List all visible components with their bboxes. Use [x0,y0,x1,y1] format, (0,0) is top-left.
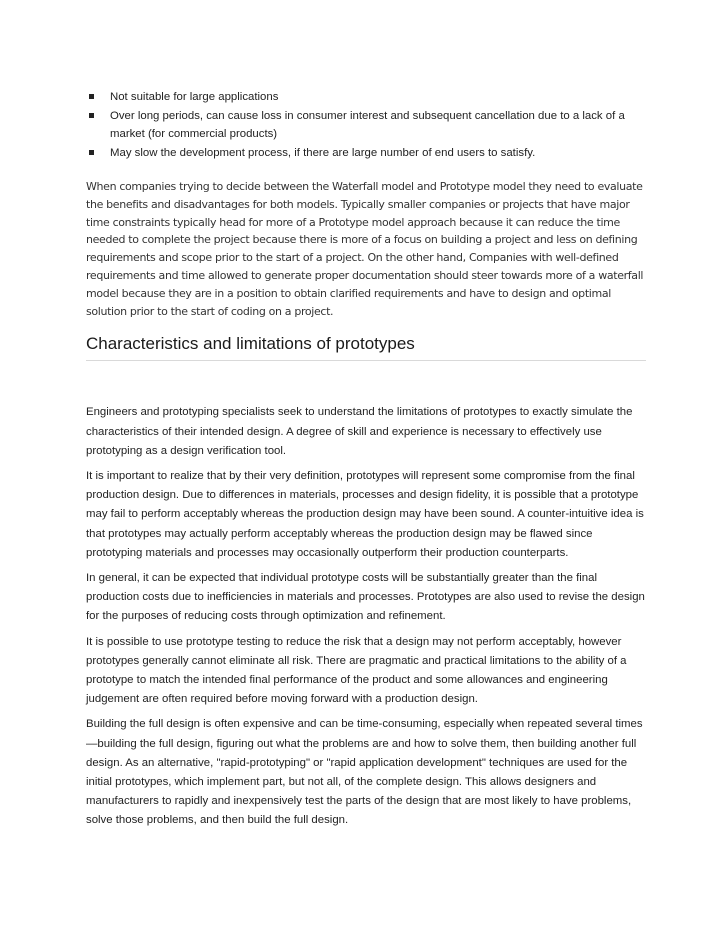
body-paragraph: Building the full design is often expensive and can be time-consuming, especially when repeated several times—building the full design, figuring out what the problems are and how to solve them, then building another full design. As an alternative, "rapid-prototyping" or "rapid application development" techniques are used for the initial prototypes, which implement part, but not all, of the complete design. This allows designers and manufacturers to rapidly and inexpensively test the parts of the design that are most likely to have problems, solve those problems, and then build the full design. [86,718,643,827]
section-body [86,403,646,830]
body-paragraph: In general, it can be expected that individual prototype costs will be substantially greater than the final production costs due to inefficiencies in materials and processes. Prototypes are also used to revise the design for the purposes of reducing costs through optimization and refinement. [86,572,645,623]
square-bullet-icon [89,150,94,155]
bullet-list [86,88,646,162]
bullet-text: May slow the development process, if there are large number of end users to satisfy. [110,146,536,159]
bullet-text: Not suitable for large applications [110,91,279,103]
intro-paragraph: When companies trying to decide between the Waterfall model and Prototype model they need to evaluate the benefits and disadvantages for both models. Typically smaller companies or projects that have major time constraints typically head for more of a Prototype model approach because it can reduce the time needed to complete the project because there is more of a focus on building a project and less on defining requirements and scope prior to the start of a project. On the other hand, Companies with well-defined requirements and time allowed to generate proper documentation should steer towards more of a waterfall model because they are in a position to obtain clarified requirements and have to design and optimal solution prior to the start of coding on a project. [86,180,644,318]
body-paragraph: It is important to realize that by their very definition, prototypes will represent some compromise from the final production design. Due to differences in materials, processes and design fidelity, it is possible that a prototype may fail to perform acceptably whereas the production design may have been sound. A counter-intuitive idea is that prototypes may actually perform acceptably whereas the production design may be flawed since prototyping materials and processes may occasionally outperform their production counterparts. [86,469,644,559]
bullet-text: Over long periods, can cause loss in consumer interest and subsequent cancellation due to a lack of a market (for commercial products) [110,109,625,140]
body-paragraph: Engineers and prototyping specialists seek to understand the limitations of prototypes to exactly simulate the characteristics of their intended design. A degree of skill and experience is necessary to effectively use prototyping as a design verification tool. [86,406,633,457]
bullet-item [86,88,646,107]
section-heading: Characteristics and limitations of prototypes [86,332,646,361]
square-bullet-icon [89,94,94,99]
square-bullet-icon [89,113,94,118]
bullet-item [86,107,646,144]
document-page [86,88,646,837]
bullet-item [86,144,646,163]
body-paragraph: It is possible to use prototype testing to reduce the risk that a design may not perform acceptably, however prototypes generally cannot eliminate all risk. There are pragmatic and practical limitations to the ability of a prototype to match the intended final performance of the product and some allowances and engineering judgement are often required before moving forward with a production design. [86,635,627,706]
